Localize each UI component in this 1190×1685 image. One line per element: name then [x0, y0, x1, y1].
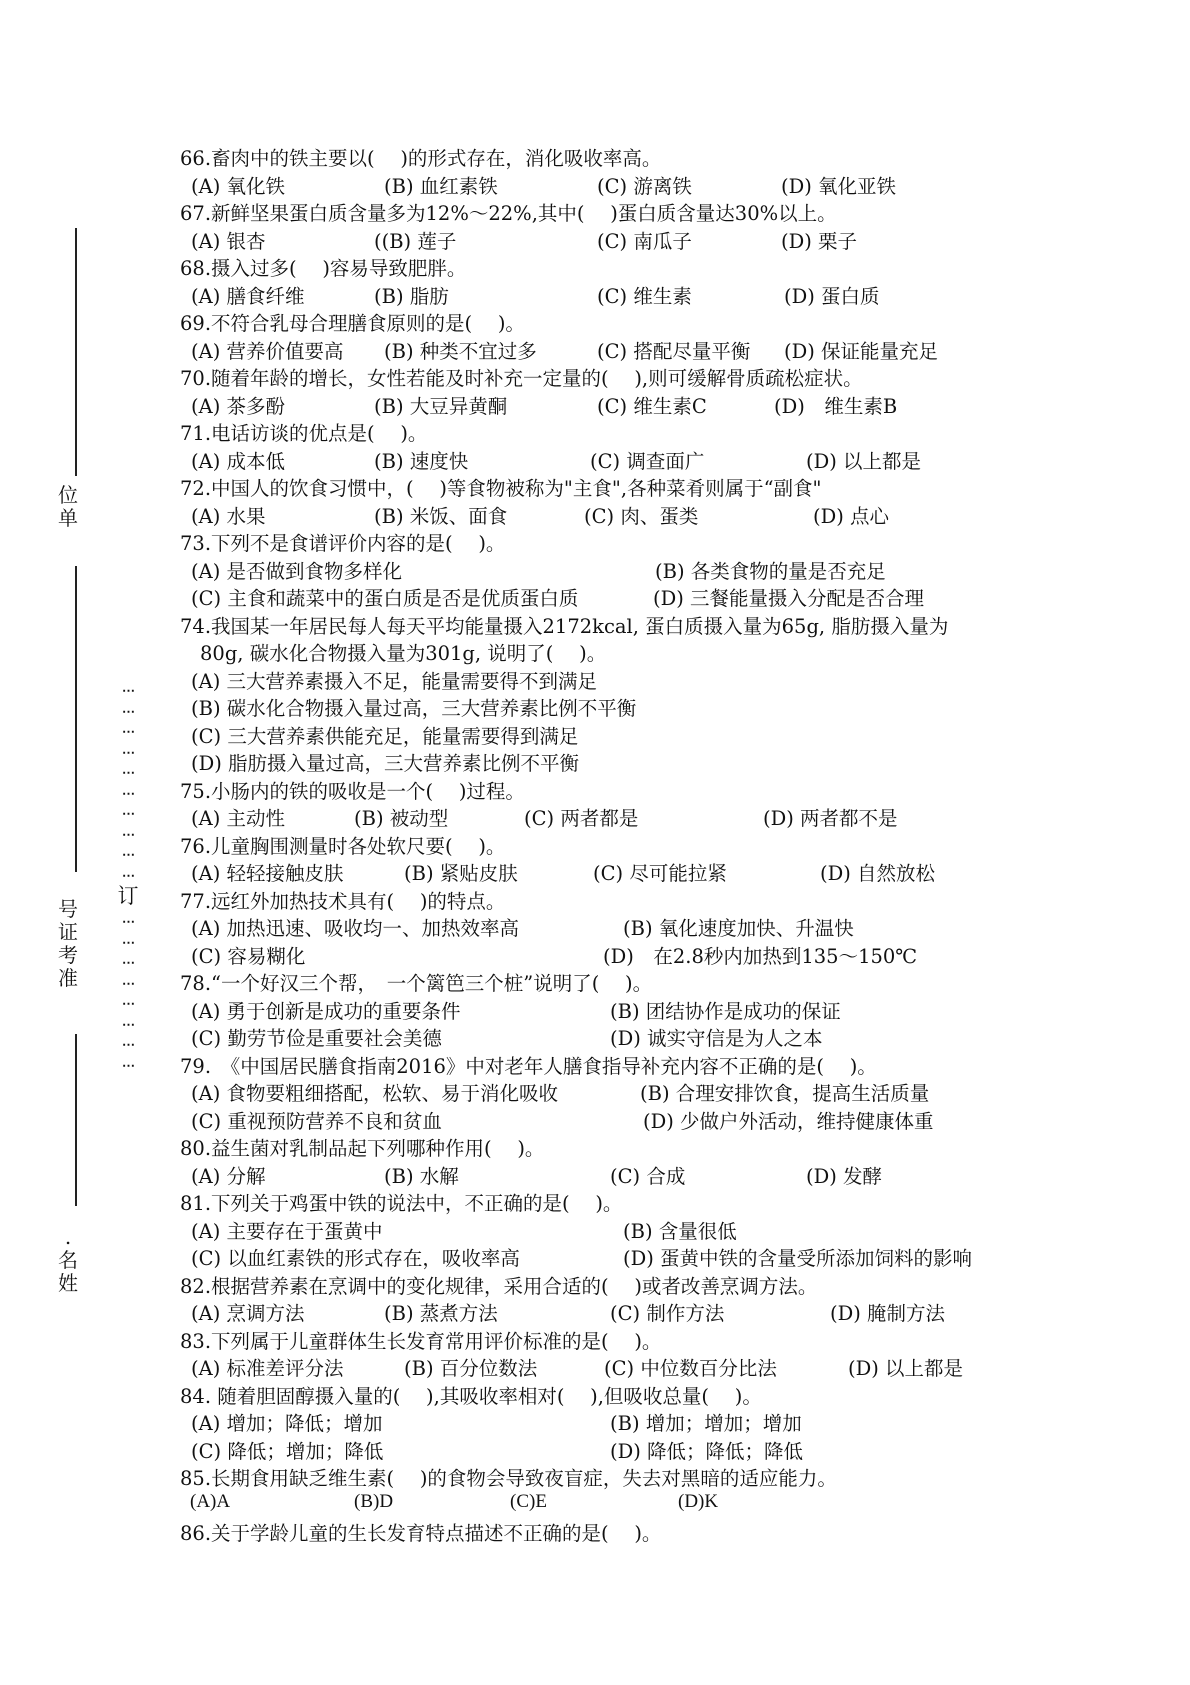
option-b: (B) 百分位数法: [404, 1357, 538, 1380]
question-stem: 69.不符合乳母合理膳食原则的是( )。: [180, 312, 525, 335]
option-d: (D) 氧化亚铁: [781, 174, 897, 198]
name-label: .名姓: [58, 1225, 78, 1295]
option-d: (D) 两者都不是: [763, 807, 898, 830]
option-a: (A) 分解: [191, 1164, 266, 1188]
option-a: (A) 氧化铁: [191, 174, 285, 198]
question-stem: 73.下列不是食谱评价内容的是( )。: [180, 532, 506, 555]
option-c: (C) 主食和蔬菜中的蛋白质是否是优质蛋白质: [191, 587, 579, 610]
option-c: (C) 调查面广: [590, 449, 705, 473]
option-c: (C) 肉、蛋类: [584, 504, 699, 528]
option-a: (A) 是否做到食物多样化: [191, 559, 402, 583]
question-stem: 66.畜肉中的铁主要以( )的形式存在，消化吸收率高。: [180, 147, 662, 170]
question-stem: 72.中国人的饮食习惯中，( )等食物被称为"主食",各种菜肴则属于“副食": [180, 477, 822, 500]
cut-line-dots-bottom: ⋯ ⋯ ⋯ ⋯ ⋯ ⋯ ⋯ ⋯: [122, 915, 134, 1074]
option-d: (D) 保证能量充足: [784, 339, 939, 363]
question-options: [180, 226, 1040, 254]
option-c: (C) 维生素C: [597, 394, 707, 418]
option-d: (D) 维生素B: [774, 394, 898, 418]
question-options: [180, 171, 1040, 199]
question-options: [180, 281, 1040, 309]
option-c: (C) 容易糊化: [191, 944, 306, 968]
unit-label: 位单: [58, 483, 78, 530]
option-d: (D) 腌制方法: [830, 1302, 946, 1325]
option-b: (B) 水解: [384, 1164, 459, 1188]
option-a: (A) 勇于创新是成功的重要条件: [191, 999, 461, 1023]
option-a: (A) 主动性: [191, 807, 285, 830]
option-b: (B) 碳水化合物摄入量过高，三大营养素比例不平衡: [191, 697, 637, 720]
option-a: (A) 食物要粗细搭配，松软、易于消化吸收: [191, 1082, 558, 1105]
question-options: [180, 1078, 1040, 1106]
question-options: [180, 1106, 1040, 1134]
question-stem: 82.根据营养素在烹调中的变化规律，采用合适的( )或者改善烹调方法。: [180, 1274, 818, 1298]
question-options: [180, 336, 1040, 364]
option-d: (D) 三餐能量摄入分配是否合理: [653, 587, 925, 610]
question-options: [180, 446, 1040, 474]
question-options: [180, 941, 1040, 969]
option-a: (A) 轻轻接触皮肤: [191, 862, 344, 885]
option-d: (D) 自然放松: [820, 862, 936, 885]
option-a: (A) 标准差评分法: [191, 1357, 344, 1380]
question-stem: 79. 《中国居民膳食指南2016》中对老年人膳食指导补充内容不正确的是( )。: [180, 1054, 877, 1078]
question-options: [180, 913, 1040, 941]
question-options: [180, 1353, 1040, 1381]
exam-number-label: 号证考准: [58, 897, 78, 990]
option-a: (A) 成本低: [191, 449, 285, 473]
option-c: (C) 制作方法: [610, 1302, 725, 1325]
option-b: ((B) 莲子: [374, 229, 457, 253]
option-b: (B) 各类食物的量是否充足: [655, 559, 886, 583]
option-d: (D) 蛋白质: [784, 284, 880, 308]
question-options: [180, 996, 1040, 1024]
option-d: (D) 点心: [813, 504, 890, 528]
option-d: (D)K: [678, 1490, 719, 1512]
option-c: (C) 降低；增加；降低: [191, 1439, 384, 1463]
option-a: (A) 主要存在于蛋黄中: [191, 1219, 383, 1243]
option-a: (A) 三大营养素摄入不足，能量需要得不到满足: [191, 669, 597, 693]
question-stem: 81.下列关于鸡蛋中铁的说法中，不正确的是( )。: [180, 1192, 623, 1215]
option-a: (A) 茶多酚: [191, 394, 285, 418]
option-b: (B) 血红素铁: [384, 174, 498, 198]
option-a: (A) 烹调方法: [191, 1302, 305, 1325]
option-b: (B) 氧化速度加快、升温快: [623, 917, 854, 940]
option-c: (C)E: [510, 1490, 547, 1512]
option-b: (B) 脂肪: [374, 284, 449, 308]
question-options: [180, 583, 1040, 611]
question-options: [180, 721, 1040, 749]
question-stem: 83.下列属于儿童群体生长发育常用评价标准的是( )。: [180, 1329, 662, 1353]
option-c: (C) 勤劳节俭是重要社会美德: [191, 1027, 442, 1050]
question-options: [180, 1161, 1040, 1189]
question-options: [180, 556, 1040, 584]
option-b: (B) 蒸煮方法: [384, 1302, 498, 1325]
option-b: (B) 被动型: [354, 807, 449, 830]
question-options: [180, 1408, 1040, 1436]
binding-line-2: [75, 566, 77, 872]
option-d: (D) 在2.8秒内加热到135～150℃: [603, 944, 918, 968]
cut-line-dots-top: ⋯ ⋯ ⋯ ⋯ ⋯ ⋯ ⋯ ⋯ ⋯ ⋯: [122, 684, 134, 884]
option-c: (C) 搭配尽量平衡: [597, 339, 751, 363]
option-c: (C) 中位数百分比法: [604, 1357, 777, 1380]
question-options: [180, 391, 1040, 419]
question-options: [180, 1436, 1040, 1464]
option-b: (B) 紧贴皮肤: [404, 862, 518, 885]
question-options: [180, 501, 1040, 529]
question-options: [180, 803, 1040, 831]
option-d: (D) 栗子: [781, 229, 858, 253]
question-options: [180, 1491, 1040, 1519]
question-stem: 74.我国某一年居民每人每天平均能量摄入2172kcal, 蛋白质摄入量为65g, 脂肪摄入量为: [180, 614, 949, 638]
option-d: (D) 脂肪摄入量过高，三大营养素比例不平衡: [191, 752, 580, 775]
question-list: [180, 143, 1040, 1546]
option-c: (C) 重视预防营养不良和贫血: [191, 1109, 442, 1133]
option-d: (D) 降低；降低；降低: [610, 1439, 804, 1463]
option-d: (D) 蛋黄中铁的含量受所添加饲料的影响: [623, 1247, 973, 1270]
question-stem: 84. 随着胆固醇摄入量的( ),其吸收率相对( ),但吸收总量( )。: [180, 1384, 762, 1408]
option-c: (C) 合成: [610, 1164, 686, 1188]
option-c: (C) 两者都是: [524, 807, 639, 830]
option-b: (B) 种类不宜过多: [384, 339, 537, 363]
option-a: (A) 水果: [191, 504, 266, 528]
option-d: (D) 发酵: [806, 1164, 883, 1188]
option-c: (C) 游离铁: [597, 174, 692, 198]
option-b: (B) 增加；增加；增加: [610, 1412, 802, 1435]
question-options: [180, 666, 1040, 694]
question-stem: 75.小肠内的铁的吸收是一个( )过程。: [180, 779, 525, 803]
option-b: (B) 速度快: [374, 449, 469, 473]
question-stem: 80.益生菌对乳制品起下列哪种作用( )。: [180, 1137, 545, 1160]
option-c: (C) 以血红素铁的形式存在，吸收率高: [191, 1247, 520, 1270]
question-options: [180, 693, 1040, 721]
option-c: (C) 维生素: [597, 284, 692, 308]
binding-line-3: [75, 1034, 77, 1206]
option-b: (B) 米饭、面食: [374, 504, 508, 528]
option-d: (D) 以上都是: [848, 1357, 964, 1380]
question-stem: 85.长期食用缺乏维生素( )的食物会导致夜盲症，失去对黑暗的适应能力。: [180, 1467, 837, 1490]
option-c: (C) 南瓜子: [597, 229, 692, 253]
question-options: [180, 1298, 1040, 1326]
question-options: [180, 858, 1040, 886]
option-b: (B) 含量很低: [623, 1219, 737, 1243]
question-stem: 71.电话访谈的优点是( )。: [180, 422, 428, 445]
option-b: (B)D: [354, 1490, 394, 1512]
question-options: [180, 1216, 1040, 1244]
option-c: (C) 三大营养素供能充足，能量需要得到满足: [191, 724, 579, 748]
option-a: (A) 银杏: [191, 229, 266, 253]
option-b: (B) 大豆异黄酮: [374, 394, 508, 418]
option-d: (D) 以上都是: [806, 449, 922, 473]
binding-line-1: [75, 228, 77, 476]
question-stem: 77.远红外加热技术具有( )的特点。: [180, 889, 506, 913]
question-stem-continued: 80g, 碳水化合物摄入量为301g, 说明了( )。: [200, 642, 607, 665]
question-stem: 76.儿童胸围测量时各处软尺要( )。: [180, 834, 506, 858]
option-c: (C) 尽可能拉紧: [593, 862, 727, 885]
question-stem: 78.“一个好汉三个帮， 一个篱笆三个桩”说明了( )。: [180, 972, 653, 995]
question-stem: 68.摄入过多( )容易导致肥胖。: [180, 257, 467, 280]
option-b: (B) 合理安排饮食，提高生活质量: [640, 1082, 930, 1105]
question-stem: 86.关于学龄儿童的生长发育特点描述不正确的是( )。: [180, 1522, 662, 1545]
option-a: (A)A: [190, 1490, 231, 1512]
question-options: [180, 1243, 1040, 1271]
question-options: [180, 748, 1040, 776]
question-options: [180, 1023, 1040, 1051]
option-d: (D) 少做户外活动，维持健康体重: [643, 1109, 934, 1133]
option-a: (A) 增加；降低；增加: [191, 1412, 383, 1435]
option-b: (B) 团结协作是成功的保证: [610, 999, 841, 1023]
question-stem: 67.新鲜坚果蛋白质含量多为12%～22%,其中( )蛋白质含量达30%以上。: [180, 202, 837, 225]
option-a: (A) 加热迅速、吸收均一、加热效率高: [191, 917, 519, 940]
binding-char: 订: [117, 884, 139, 908]
option-d: (D) 诚实守信是为人之本: [610, 1027, 823, 1050]
option-a: (A) 营养价值要高: [191, 339, 344, 363]
question-stem: 70.随着年龄的增长，女性若能及时补充一定量的( ),则可缓解骨质疏松症状。: [180, 367, 863, 390]
option-a: (A) 膳食纤维: [191, 284, 305, 308]
